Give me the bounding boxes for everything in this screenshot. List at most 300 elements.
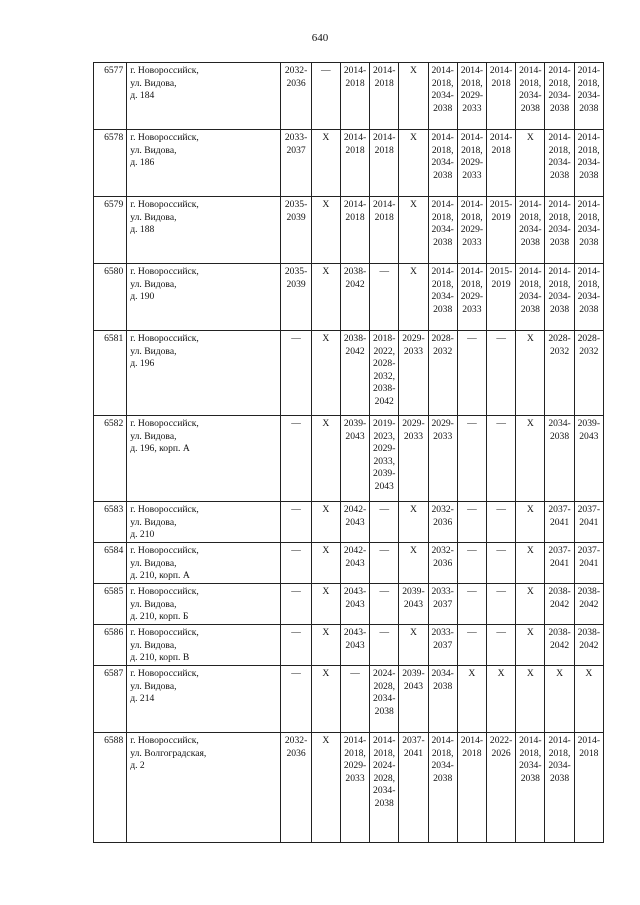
row-number-cell: 6581 xyxy=(94,331,127,416)
row-number-cell: 6586 xyxy=(94,625,127,666)
period-text: Х xyxy=(526,586,534,597)
period-text: 2019 xyxy=(491,211,511,223)
period-text: 2034- xyxy=(431,90,454,102)
period-text: 2036 xyxy=(286,77,306,89)
period-text: 2014- xyxy=(431,735,454,746)
period-text: 2043 xyxy=(345,557,365,569)
period-cell xyxy=(399,584,428,625)
period-text: 2018, xyxy=(548,278,571,290)
period-text: 2014- xyxy=(577,266,601,277)
period-text: 2035- xyxy=(284,266,308,277)
table-row xyxy=(94,584,604,625)
period-cell xyxy=(340,264,369,331)
period-cell xyxy=(399,331,428,416)
period-text: 2029- xyxy=(402,333,425,344)
address-line: г. Новороссийск, xyxy=(130,266,199,277)
period-cell xyxy=(545,264,574,331)
address-line: г. Новороссийск, xyxy=(130,735,199,746)
period-cell xyxy=(487,733,516,843)
period-cell xyxy=(399,502,428,543)
period-text: 2036 xyxy=(286,747,306,759)
table-row xyxy=(94,666,604,733)
period-text: Х xyxy=(526,627,534,638)
period-text: 2041 xyxy=(549,516,570,528)
period-text: 2033 xyxy=(462,169,482,181)
period-cell xyxy=(281,331,311,416)
period-text: 2014- xyxy=(373,199,396,210)
period-text: 2018, xyxy=(578,278,600,290)
period-text: 2033- xyxy=(431,627,454,638)
period-text: 2038 xyxy=(433,102,453,114)
period-text: Х xyxy=(468,668,476,679)
period-cell xyxy=(428,416,457,502)
period-text: 2022- xyxy=(489,735,513,746)
period-cell xyxy=(311,264,340,331)
period-text: 2033 xyxy=(462,102,482,114)
period-cell xyxy=(370,625,399,666)
period-cell xyxy=(399,625,428,666)
period-text: 2043 xyxy=(403,598,424,610)
period-cell xyxy=(281,416,311,502)
row-number-cell: 6582 xyxy=(94,416,127,502)
period-text: 2042 xyxy=(579,639,599,651)
period-cell xyxy=(545,416,574,502)
period-text: 2042- xyxy=(343,504,367,515)
period-cell xyxy=(281,543,311,584)
period-text: 2024- xyxy=(373,760,396,772)
period-text: Х xyxy=(322,627,330,638)
table-row xyxy=(94,197,604,264)
period-text: 2043- xyxy=(343,627,367,638)
period-text: — xyxy=(321,65,331,76)
period-text: 2038 xyxy=(549,772,570,784)
period-text: 2041 xyxy=(549,557,570,569)
address-cell xyxy=(127,584,281,625)
period-text: 2042 xyxy=(374,395,394,407)
period-text: Х xyxy=(322,333,330,344)
period-cell xyxy=(457,63,486,130)
period-cell xyxy=(574,584,603,625)
period-text: 2043- xyxy=(343,586,367,597)
period-text: 2029- xyxy=(460,90,484,102)
period-text: 2018, xyxy=(431,747,454,759)
period-text: Х xyxy=(409,65,417,76)
period-cell xyxy=(457,625,486,666)
period-text: — xyxy=(291,418,301,429)
period-cell xyxy=(516,625,545,666)
period-text: — xyxy=(350,668,360,679)
address-line: д. 186 xyxy=(130,157,155,169)
period-cell xyxy=(370,130,399,197)
period-text: 2018, xyxy=(344,747,366,759)
period-cell xyxy=(574,130,603,197)
period-text: 2018 xyxy=(374,211,394,223)
period-text: 2034- xyxy=(519,224,542,236)
address-cell xyxy=(127,264,281,331)
period-text: 2018, xyxy=(548,77,571,89)
address-line: г. Новороссийск, xyxy=(130,65,199,76)
period-text: 2038- xyxy=(373,383,396,395)
period-cell xyxy=(516,331,545,416)
period-text: 2038 xyxy=(433,772,453,784)
period-text: 2014- xyxy=(519,65,542,76)
table-row xyxy=(94,416,604,502)
period-text: 2034- xyxy=(519,760,542,772)
period-text: 2014- xyxy=(489,132,513,143)
period-text: Х xyxy=(526,418,534,429)
period-cell xyxy=(311,416,340,502)
period-text: 2018, xyxy=(548,144,571,156)
address-line: ул. Видова, xyxy=(130,598,177,610)
period-text: 2029- xyxy=(460,224,484,236)
period-cell xyxy=(340,502,369,543)
address-line: г. Новороссийск, xyxy=(130,627,199,638)
period-text: 2038- xyxy=(577,586,601,597)
address-line: д. 210, корп. В xyxy=(130,652,190,664)
address-line: г. Новороссийск, xyxy=(130,504,199,515)
period-text: 2034- xyxy=(519,90,542,102)
row-number-cell: 6578 xyxy=(94,130,127,197)
page-number: 640 xyxy=(311,32,329,44)
row-number-cell: 6587 xyxy=(94,666,127,733)
period-cell xyxy=(487,584,516,625)
period-text: 2018 xyxy=(345,77,365,89)
period-text: 2038 xyxy=(433,303,453,315)
period-text: 2043 xyxy=(345,430,365,442)
address-cell xyxy=(127,331,281,416)
period-text: 2014- xyxy=(343,199,367,210)
period-text: 2039 xyxy=(286,211,306,223)
period-text: Х xyxy=(322,545,330,556)
period-text: 2018 xyxy=(491,144,511,156)
period-cell xyxy=(428,63,457,130)
period-text: 2034- xyxy=(373,785,396,797)
period-cell xyxy=(574,666,603,733)
period-cell xyxy=(545,331,574,416)
period-cell xyxy=(516,63,545,130)
period-cell xyxy=(428,130,457,197)
period-text: — xyxy=(291,545,301,556)
period-cell xyxy=(370,331,399,416)
period-text: 2032 xyxy=(579,345,599,357)
period-cell xyxy=(311,197,340,264)
period-text: 2023, xyxy=(373,430,396,442)
period-text: 2038 xyxy=(579,169,599,181)
address-line: д. 196 xyxy=(130,358,155,370)
period-text: 2038 xyxy=(520,303,540,315)
period-text: 2039- xyxy=(343,418,367,429)
period-text: 2018 xyxy=(345,144,365,156)
period-text: 2037- xyxy=(548,504,571,515)
period-cell xyxy=(281,666,311,733)
period-text: 2042 xyxy=(549,639,570,651)
period-text: Х xyxy=(409,504,417,515)
period-cell xyxy=(574,543,603,584)
period-text: — xyxy=(467,627,477,638)
period-text: 2018, xyxy=(578,144,600,156)
period-text: 2014- xyxy=(431,65,454,76)
row-number-cell: 6580 xyxy=(94,264,127,331)
period-text: 2018 xyxy=(579,747,599,759)
address-cell xyxy=(127,63,281,130)
period-text: 2029- xyxy=(460,157,484,169)
period-text: 2014- xyxy=(431,132,454,143)
address-line: ул. Видова, xyxy=(130,144,177,156)
period-text: 2014- xyxy=(343,735,367,746)
period-text: Х xyxy=(322,668,330,679)
period-text: 2037 xyxy=(433,598,453,610)
period-text: 2043 xyxy=(345,516,365,528)
period-cell xyxy=(545,584,574,625)
period-cell xyxy=(399,416,428,502)
address-line: д. 210 xyxy=(130,529,155,541)
period-cell xyxy=(340,584,369,625)
period-cell xyxy=(457,666,486,733)
period-cell xyxy=(457,264,486,331)
period-cell xyxy=(340,130,369,197)
period-text: 2014- xyxy=(548,266,571,277)
period-text: 2034- xyxy=(577,291,601,303)
period-text: — xyxy=(379,504,390,515)
period-cell xyxy=(487,543,516,584)
period-cell xyxy=(340,666,369,733)
period-cell xyxy=(399,130,428,197)
period-cell xyxy=(340,733,369,843)
period-text: 2018, xyxy=(431,77,454,89)
period-text: — xyxy=(467,333,477,344)
period-cell xyxy=(487,666,516,733)
period-text: 2014- xyxy=(460,199,484,210)
period-text: 2018, xyxy=(578,211,600,223)
period-text: 2018 xyxy=(345,211,365,223)
period-text: 2033 xyxy=(462,303,482,315)
address-cell xyxy=(127,130,281,197)
period-text: 2041 xyxy=(579,516,599,528)
period-text: Х xyxy=(526,333,534,344)
period-text: 2033 xyxy=(403,345,424,357)
period-text: 2018, xyxy=(461,278,483,290)
period-cell xyxy=(370,416,399,502)
period-text: 2029- xyxy=(373,443,396,455)
period-text: 2014- xyxy=(460,735,484,746)
period-text: 2038 xyxy=(549,430,570,442)
address-line: ул. Видова, xyxy=(130,77,177,89)
period-cell xyxy=(370,584,399,625)
period-text: 2032- xyxy=(431,504,454,515)
period-text: 2018, xyxy=(548,747,571,759)
row-number-cell: 6583 xyxy=(94,502,127,543)
period-cell xyxy=(457,416,486,502)
period-cell xyxy=(399,733,428,843)
period-cell xyxy=(428,197,457,264)
address-line: ул. Волгоградская, xyxy=(130,747,207,759)
period-cell xyxy=(545,130,574,197)
period-text: 2014- xyxy=(577,132,601,143)
period-text: 2028- xyxy=(577,333,601,344)
period-text: 2032, xyxy=(373,370,396,382)
period-cell xyxy=(487,502,516,543)
period-text: Х xyxy=(322,504,330,515)
period-cell xyxy=(487,130,516,197)
period-text: 2039- xyxy=(402,668,425,679)
address-line: д. 214 xyxy=(130,693,155,705)
period-text: 2018, xyxy=(548,211,571,223)
period-cell xyxy=(516,130,545,197)
period-text: 2038 xyxy=(549,236,570,248)
period-text: 2038 xyxy=(579,102,599,114)
period-cell xyxy=(428,625,457,666)
period-text: 2043 xyxy=(403,680,424,692)
table-row xyxy=(94,63,604,130)
address-cell xyxy=(127,502,281,543)
address-line: г. Новороссийск, xyxy=(130,668,199,679)
row-number-cell: 6579 xyxy=(94,197,127,264)
period-cell xyxy=(281,502,311,543)
period-text: 2033 xyxy=(345,772,365,784)
period-text: 2042 xyxy=(345,345,365,357)
period-text: 2034- xyxy=(431,157,454,169)
period-cell xyxy=(281,625,311,666)
period-text: — xyxy=(467,545,477,556)
period-cell xyxy=(574,63,603,130)
period-text: 2038- xyxy=(577,627,601,638)
period-text: 2028, xyxy=(373,772,396,784)
period-text: Х xyxy=(322,735,330,746)
address-line: г. Новороссийск, xyxy=(130,333,199,344)
period-text: — xyxy=(291,627,301,638)
period-cell xyxy=(545,63,574,130)
period-text: 2029- xyxy=(431,418,454,429)
period-text: — xyxy=(467,418,477,429)
period-text: 2034- xyxy=(519,291,542,303)
period-cell xyxy=(428,331,457,416)
period-cell xyxy=(370,502,399,543)
period-text: 2014- xyxy=(373,65,396,76)
address-line: д. 190 xyxy=(130,291,155,303)
period-text: 2018, xyxy=(519,77,542,89)
address-cell xyxy=(127,416,281,502)
period-cell xyxy=(281,264,311,331)
period-text: — xyxy=(379,545,390,556)
period-text: 2034- xyxy=(577,90,601,102)
period-cell xyxy=(399,197,428,264)
period-text: 2034- xyxy=(548,224,571,236)
table-body xyxy=(94,63,604,843)
period-text: 2033- xyxy=(431,586,454,597)
period-text: 2015- xyxy=(489,266,513,277)
period-cell xyxy=(311,130,340,197)
period-text: 2014- xyxy=(460,266,484,277)
period-text: 2014- xyxy=(460,132,484,143)
period-cell xyxy=(574,625,603,666)
period-text: 2014- xyxy=(519,735,542,746)
period-text: 2034- xyxy=(577,157,601,169)
period-text: 2038- xyxy=(548,627,571,638)
period-cell xyxy=(370,197,399,264)
period-text: 2028- xyxy=(431,333,454,344)
period-text: 2038 xyxy=(374,797,394,809)
period-text: 2014- xyxy=(519,266,542,277)
period-text: Х xyxy=(409,266,417,277)
period-text: 2038 xyxy=(579,303,599,315)
period-text: Х xyxy=(322,199,330,210)
row-number-cell: 6577 xyxy=(94,63,127,130)
period-cell xyxy=(311,331,340,416)
address-line: г. Новороссийск, xyxy=(130,418,199,429)
period-text: 2038 xyxy=(433,236,453,248)
row-number-cell: 6588 xyxy=(94,733,127,843)
period-cell xyxy=(370,63,399,130)
period-text: Х xyxy=(322,586,330,597)
period-text: Х xyxy=(322,132,330,143)
address-line: ул. Видова, xyxy=(130,211,177,223)
period-text: 2018 xyxy=(374,77,394,89)
period-text: 2032 xyxy=(433,345,453,357)
period-cell xyxy=(574,197,603,264)
period-cell xyxy=(487,264,516,331)
table-row xyxy=(94,625,604,666)
period-text: 2043 xyxy=(579,430,599,442)
period-text: 2014- xyxy=(373,735,396,746)
period-text: — xyxy=(467,586,477,597)
period-text: 2024- xyxy=(373,668,396,679)
period-text: Х xyxy=(526,132,534,143)
period-text: 2036 xyxy=(433,557,453,569)
period-text: — xyxy=(496,418,506,429)
period-text: 2038 xyxy=(374,705,394,717)
period-cell xyxy=(457,543,486,584)
period-text: 2014- xyxy=(343,132,367,143)
period-text: Х xyxy=(556,668,564,679)
period-cell xyxy=(311,543,340,584)
period-text: 2034- xyxy=(548,157,571,169)
period-text: 2032- xyxy=(284,735,308,746)
period-text: 2014- xyxy=(548,65,571,76)
period-text: 2018, xyxy=(578,77,600,89)
address-line: ул. Видова, xyxy=(130,345,177,357)
period-text: 2018, xyxy=(431,278,454,290)
period-text: — xyxy=(496,627,506,638)
period-text: 2037- xyxy=(577,545,601,556)
table-row xyxy=(94,502,604,543)
period-text: 2014- xyxy=(577,199,601,210)
period-cell xyxy=(457,502,486,543)
row-number-cell: 6585 xyxy=(94,584,127,625)
period-cell xyxy=(370,733,399,843)
period-text: 2037- xyxy=(402,735,425,746)
period-cell xyxy=(340,416,369,502)
period-text: 2038 xyxy=(433,169,453,181)
period-text: 2014- xyxy=(489,65,513,76)
period-text: 2039- xyxy=(402,586,425,597)
period-text: 2018, xyxy=(431,144,454,156)
period-text: — xyxy=(291,586,301,597)
period-text: 2032 xyxy=(549,345,570,357)
period-text: 2033 xyxy=(462,236,482,248)
period-cell xyxy=(281,197,311,264)
table-row xyxy=(94,331,604,416)
period-text: 2026 xyxy=(491,747,511,759)
period-cell xyxy=(340,331,369,416)
period-text: 2034- xyxy=(431,224,454,236)
period-text: 2014- xyxy=(460,65,484,76)
period-cell xyxy=(574,502,603,543)
address-cell xyxy=(127,733,281,843)
period-text: 2038- xyxy=(548,586,571,597)
period-cell xyxy=(281,130,311,197)
period-text: 2018, xyxy=(373,747,396,759)
period-text: 2018- xyxy=(373,333,396,344)
